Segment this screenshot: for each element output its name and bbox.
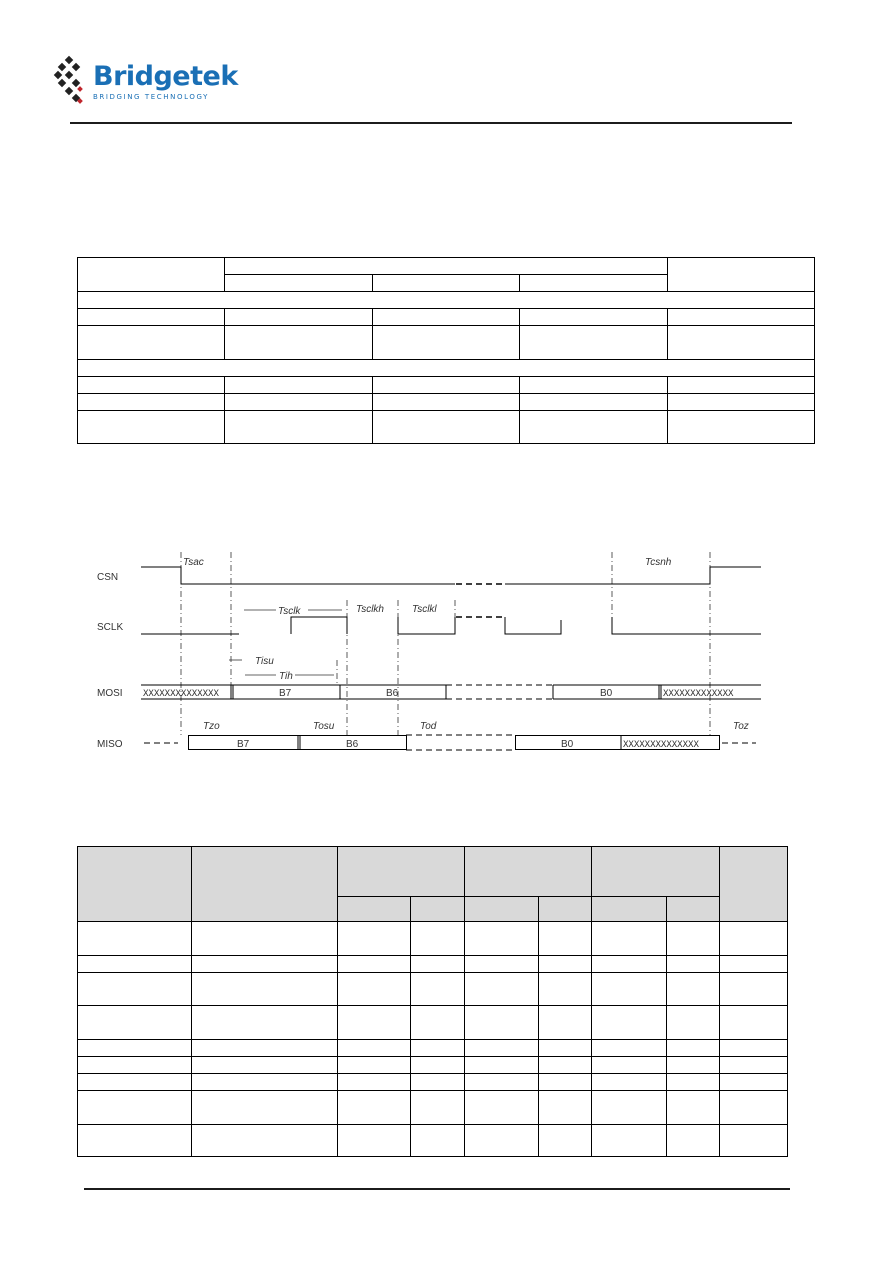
label-tosu: Tosu <box>313 721 335 732</box>
label-tih: Tih <box>279 671 293 682</box>
mosi-bit-b0: B0 <box>600 688 613 699</box>
label-tisu: Tisu <box>255 656 274 667</box>
label-tcsnh: Tcsnh <box>645 557 672 568</box>
label-tod: Tod <box>420 721 437 732</box>
miso-dont-care-right: XXXXXXXXXXXXXX <box>623 740 699 750</box>
signal-label-sclk: SCLK <box>97 622 124 633</box>
signal-label-csn: CSN <box>97 572 119 583</box>
signal-label-mosi: MOSI <box>97 688 123 699</box>
brand-name: Bridgetek <box>93 61 238 92</box>
label-tsac: Tsac <box>183 557 204 568</box>
label-tsclkl: Tsclkl <box>412 604 437 615</box>
miso-bit-b0: B0 <box>561 739 574 750</box>
footer-divider <box>84 1188 790 1190</box>
mosi-dont-care-left: XXXXXXXXXXXXXX <box>143 689 219 699</box>
mosi-bit-b7: B7 <box>279 688 292 699</box>
brand-tagline: BRIDGING TECHNOLOGY <box>93 93 210 101</box>
signal-label-miso: MISO <box>97 739 123 750</box>
label-toz: Toz <box>733 721 749 732</box>
label-tzo: Tzo <box>203 721 220 732</box>
mosi-bit-b6: B6 <box>386 688 399 699</box>
label-tsclk: Tsclk <box>278 606 301 617</box>
miso-bit-b6: B6 <box>346 739 359 750</box>
mosi-dont-care-right: XXXXXXXXXXXXX <box>663 689 734 699</box>
miso-bit-b7: B7 <box>237 739 250 750</box>
label-tsclkh: Tsclkh <box>356 604 384 615</box>
